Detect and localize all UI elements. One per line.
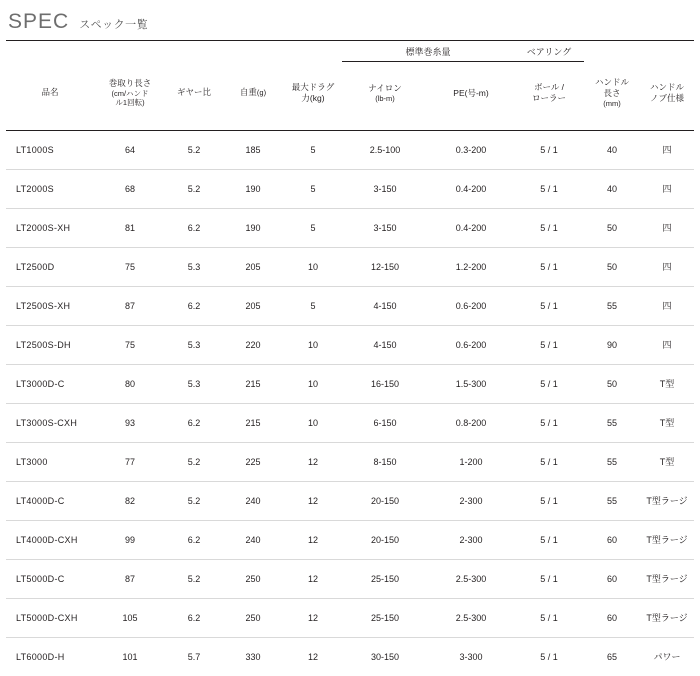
cell-model: LT5000D-C — [6, 560, 94, 599]
cell-line_length: 101 — [94, 638, 166, 676]
col-header-handle-length — [584, 62, 640, 131]
col-header-knob-l1: ハンドル — [642, 82, 692, 93]
cell-max_drag: 10 — [284, 365, 342, 404]
table-row — [6, 599, 694, 638]
cell-max_drag: 5 — [284, 170, 342, 209]
table-row — [6, 287, 694, 326]
cell-bearing: 5 / 1 — [514, 482, 584, 521]
cell-weight: 185 — [222, 131, 284, 170]
table-body — [6, 131, 694, 676]
group-spacer-2 — [94, 41, 166, 62]
cell-max_drag: 10 — [284, 326, 342, 365]
cell-max_drag: 12 — [284, 599, 342, 638]
cell-bearing: 5 / 1 — [514, 638, 584, 676]
cell-model: LT2000S-XH — [6, 209, 94, 248]
cell-gear_ratio: 5.2 — [166, 443, 222, 482]
col-header-handle-l2: 長さ — [586, 88, 638, 99]
group-spacer-5 — [284, 41, 342, 62]
cell-line_length: 64 — [94, 131, 166, 170]
cell-line_length: 99 — [94, 521, 166, 560]
col-header-line-length-l2: (cm/ハンド — [96, 89, 164, 98]
cell-knob: 四 — [640, 287, 694, 326]
cell-nylon: 4-150 — [342, 287, 428, 326]
cell-model: LT4000D-C — [6, 482, 94, 521]
cell-weight: 190 — [222, 170, 284, 209]
cell-nylon: 6-150 — [342, 404, 428, 443]
cell-line_length: 68 — [94, 170, 166, 209]
cell-weight: 205 — [222, 248, 284, 287]
col-header-nylon — [342, 62, 428, 131]
cell-bearing: 5 / 1 — [514, 521, 584, 560]
table-column-header-row — [6, 62, 694, 131]
cell-gear_ratio: 6.2 — [166, 209, 222, 248]
cell-max_drag: 12 — [284, 638, 342, 676]
cell-nylon: 3-150 — [342, 170, 428, 209]
col-header-bearing-l1: ボール / — [516, 82, 582, 93]
cell-gear_ratio: 6.2 — [166, 521, 222, 560]
cell-weight: 190 — [222, 209, 284, 248]
cell-nylon: 12-150 — [342, 248, 428, 287]
group-spacer-3 — [166, 41, 222, 62]
col-header-line-length-l3: ル1回転) — [96, 98, 164, 107]
cell-weight: 240 — [222, 521, 284, 560]
cell-line_length: 75 — [94, 326, 166, 365]
cell-weight: 205 — [222, 287, 284, 326]
col-header-weight-unit: (g) — [257, 88, 266, 97]
cell-model: LT3000S-CXH — [6, 404, 94, 443]
table-row — [6, 482, 694, 521]
col-header-handle-l3: (mm) — [586, 99, 638, 108]
cell-max_drag: 12 — [284, 443, 342, 482]
table-row — [6, 326, 694, 365]
cell-nylon: 2.5-100 — [342, 131, 428, 170]
cell-line_length: 77 — [94, 443, 166, 482]
cell-line_length: 105 — [94, 599, 166, 638]
cell-bearing: 5 / 1 — [514, 326, 584, 365]
col-header-nylon-l1: ナイロン — [344, 83, 426, 94]
table-row — [6, 209, 694, 248]
cell-knob: 四 — [640, 326, 694, 365]
cell-pe: 3-300 — [428, 638, 514, 676]
cell-model: LT3000D-C — [6, 365, 94, 404]
cell-pe: 0.3-200 — [428, 131, 514, 170]
cell-max_drag: 12 — [284, 560, 342, 599]
cell-knob: T型 — [640, 443, 694, 482]
cell-pe: 2.5-300 — [428, 560, 514, 599]
page-subtitle: スペック一覧 — [79, 16, 148, 32]
col-header-model: 品名 — [6, 62, 94, 131]
cell-model: LT2000S — [6, 170, 94, 209]
table-row — [6, 131, 694, 170]
cell-model: LT6000D-H — [6, 638, 94, 676]
cell-knob: T型 — [640, 404, 694, 443]
cell-pe: 0.6-200 — [428, 287, 514, 326]
cell-weight: 215 — [222, 365, 284, 404]
cell-model: LT1000S — [6, 131, 94, 170]
table-header — [6, 41, 694, 131]
cell-bearing: 5 / 1 — [514, 170, 584, 209]
col-header-gear-ratio: ギヤー比 — [166, 62, 222, 131]
cell-bearing: 5 / 1 — [514, 404, 584, 443]
spec-header — [0, 0, 700, 40]
cell-handle: 60 — [584, 521, 640, 560]
cell-max_drag: 5 — [284, 287, 342, 326]
cell-gear_ratio: 6.2 — [166, 599, 222, 638]
table-row — [6, 521, 694, 560]
cell-weight: 250 — [222, 560, 284, 599]
cell-bearing: 5 / 1 — [514, 560, 584, 599]
cell-pe: 0.6-200 — [428, 326, 514, 365]
group-header-bearing: ベアリング — [514, 41, 584, 62]
cell-bearing: 5 / 1 — [514, 131, 584, 170]
cell-nylon: 25-150 — [342, 599, 428, 638]
group-spacer-1 — [6, 41, 94, 62]
col-header-max-drag-l1: 最大ドラグ — [286, 82, 340, 93]
col-header-weight — [222, 62, 284, 131]
cell-knob: 四 — [640, 248, 694, 287]
cell-weight: 215 — [222, 404, 284, 443]
cell-gear_ratio: 5.2 — [166, 482, 222, 521]
cell-line_length: 87 — [94, 287, 166, 326]
cell-gear_ratio: 5.3 — [166, 326, 222, 365]
table-group-header-row — [6, 41, 694, 62]
cell-pe: 0.4-200 — [428, 170, 514, 209]
cell-pe: 0.4-200 — [428, 209, 514, 248]
cell-line_length: 81 — [94, 209, 166, 248]
cell-model: LT3000 — [6, 443, 94, 482]
cell-handle: 65 — [584, 638, 640, 676]
cell-line_length: 93 — [94, 404, 166, 443]
cell-gear_ratio: 6.2 — [166, 404, 222, 443]
group-spacer-6 — [584, 41, 640, 62]
group-spacer-4 — [222, 41, 284, 62]
cell-pe: 2-300 — [428, 521, 514, 560]
cell-knob: T型ラージ — [640, 482, 694, 521]
cell-bearing: 5 / 1 — [514, 209, 584, 248]
table-row — [6, 170, 694, 209]
cell-handle: 55 — [584, 404, 640, 443]
table-row — [6, 443, 694, 482]
cell-handle: 50 — [584, 209, 640, 248]
cell-weight: 330 — [222, 638, 284, 676]
col-header-nylon-l2: (lb-m) — [344, 94, 426, 103]
cell-bearing: 5 / 1 — [514, 287, 584, 326]
table-row — [6, 248, 694, 287]
cell-nylon: 20-150 — [342, 521, 428, 560]
cell-max_drag: 5 — [284, 131, 342, 170]
cell-nylon: 3-150 — [342, 209, 428, 248]
cell-pe: 1.5-300 — [428, 365, 514, 404]
table-row — [6, 404, 694, 443]
cell-handle: 40 — [584, 170, 640, 209]
cell-nylon: 16-150 — [342, 365, 428, 404]
cell-knob: パワー — [640, 638, 694, 676]
cell-nylon: 25-150 — [342, 560, 428, 599]
cell-bearing: 5 / 1 — [514, 365, 584, 404]
cell-model: LT4000D-CXH — [6, 521, 94, 560]
col-header-handle-l1: ハンドル — [586, 77, 638, 88]
cell-line_length: 80 — [94, 365, 166, 404]
cell-max_drag: 10 — [284, 404, 342, 443]
cell-gear_ratio: 5.3 — [166, 365, 222, 404]
cell-gear_ratio: 6.2 — [166, 287, 222, 326]
cell-handle: 55 — [584, 443, 640, 482]
cell-bearing: 5 / 1 — [514, 443, 584, 482]
cell-weight: 240 — [222, 482, 284, 521]
col-header-weight-label: 自重 — [240, 87, 257, 97]
cell-pe: 0.8-200 — [428, 404, 514, 443]
cell-model: LT2500D — [6, 248, 94, 287]
cell-nylon: 30-150 — [342, 638, 428, 676]
cell-bearing: 5 / 1 — [514, 248, 584, 287]
cell-model: LT2500S-DH — [6, 326, 94, 365]
group-spacer-7 — [640, 41, 694, 62]
cell-handle: 40 — [584, 131, 640, 170]
cell-pe: 2-300 — [428, 482, 514, 521]
cell-gear_ratio: 5.2 — [166, 560, 222, 599]
cell-model: LT5000D-CXH — [6, 599, 94, 638]
cell-gear_ratio: 5.3 — [166, 248, 222, 287]
cell-max_drag: 10 — [284, 248, 342, 287]
cell-max_drag: 12 — [284, 521, 342, 560]
table-row — [6, 638, 694, 676]
cell-knob: T型ラージ — [640, 560, 694, 599]
col-header-max-drag — [284, 62, 342, 131]
page-title: SPEC — [8, 10, 69, 34]
cell-weight: 250 — [222, 599, 284, 638]
col-header-pe: PE(号-m) — [428, 62, 514, 131]
cell-knob: T型ラージ — [640, 521, 694, 560]
cell-gear_ratio: 5.7 — [166, 638, 222, 676]
col-header-bearing — [514, 62, 584, 131]
cell-nylon: 4-150 — [342, 326, 428, 365]
cell-pe: 1.2-200 — [428, 248, 514, 287]
col-header-knob-l2: ノブ仕様 — [642, 93, 692, 104]
cell-pe: 1-200 — [428, 443, 514, 482]
table-row — [6, 560, 694, 599]
col-header-bearing-l2: ローラー — [516, 93, 582, 104]
group-header-line-capacity: 標準巻糸量 — [342, 41, 514, 62]
cell-handle: 55 — [584, 287, 640, 326]
cell-pe: 2.5-300 — [428, 599, 514, 638]
table-row — [6, 365, 694, 404]
cell-handle: 50 — [584, 365, 640, 404]
cell-knob: 四 — [640, 131, 694, 170]
cell-knob: 四 — [640, 170, 694, 209]
cell-knob: T型ラージ — [640, 599, 694, 638]
spec-table — [6, 40, 694, 676]
cell-model: LT2500S-XH — [6, 287, 94, 326]
cell-knob: 四 — [640, 209, 694, 248]
cell-line_length: 75 — [94, 248, 166, 287]
cell-gear_ratio: 5.2 — [166, 131, 222, 170]
col-header-line-length-l1: 巻取り長さ — [96, 78, 164, 89]
cell-nylon: 8-150 — [342, 443, 428, 482]
cell-weight: 225 — [222, 443, 284, 482]
cell-line_length: 87 — [94, 560, 166, 599]
cell-max_drag: 12 — [284, 482, 342, 521]
cell-knob: T型 — [640, 365, 694, 404]
cell-gear_ratio: 5.2 — [166, 170, 222, 209]
cell-handle: 60 — [584, 599, 640, 638]
cell-line_length: 82 — [94, 482, 166, 521]
cell-handle: 60 — [584, 560, 640, 599]
cell-handle: 55 — [584, 482, 640, 521]
cell-weight: 220 — [222, 326, 284, 365]
cell-nylon: 20-150 — [342, 482, 428, 521]
cell-max_drag: 5 — [284, 209, 342, 248]
cell-handle: 50 — [584, 248, 640, 287]
col-header-max-drag-l2: 力(kg) — [286, 93, 340, 104]
cell-bearing: 5 / 1 — [514, 599, 584, 638]
col-header-line-length — [94, 62, 166, 131]
col-header-knob — [640, 62, 694, 131]
cell-handle: 90 — [584, 326, 640, 365]
